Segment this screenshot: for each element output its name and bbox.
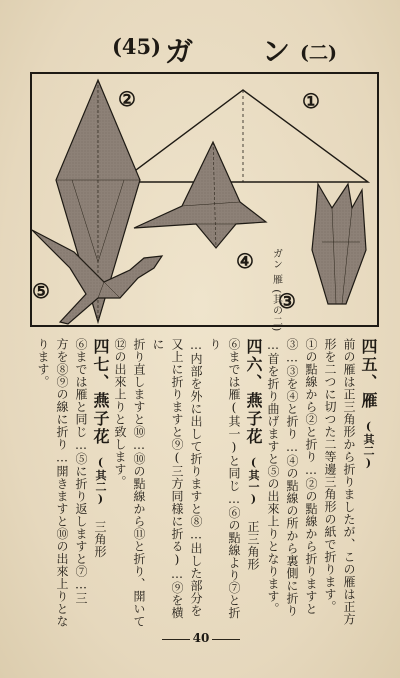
text-line: 前の雁は正三角形から折りましたが、この雁は正方 — [342, 338, 356, 626]
text-line: 又上に折りますと⑨(三方同様に折る)…⑨を横に — [151, 338, 184, 619]
text-line: ⑫の出來上りと致します。 — [113, 338, 127, 488]
page-header — [0, 30, 400, 70]
label-step-2: ② — [118, 87, 136, 111]
text-line: ⑥までは雁と同じ…⑤に折り返しますと⑦…三 — [74, 338, 88, 605]
section-subtitle-46: (其一) — [247, 456, 260, 506]
section-tail-47: 三角形 — [93, 520, 107, 558]
label-step-4: ④ — [236, 249, 254, 273]
footer-rule-left — [162, 639, 190, 640]
title-char-n: ン — [262, 35, 291, 68]
step-4-model — [134, 142, 266, 248]
text-line: ⑥までは雁(其一)と同じ…⑥の點線より⑦と折り — [208, 338, 241, 619]
section-subtitle-45: (其二) — [362, 420, 375, 470]
section-subtitle-47: (其二) — [94, 456, 107, 506]
footer-rule-right — [212, 639, 240, 640]
text-line: ③…③を④と折り…④の點線の所から裏側に折り — [285, 338, 299, 617]
label-step-3: ③ — [278, 289, 296, 313]
section-title-47: 四七、燕子花 — [91, 338, 110, 446]
figure-caption: ガン 雁 (其の二) — [270, 248, 282, 332]
step-1-triangle — [120, 90, 368, 182]
origami-diagram — [30, 72, 380, 332]
page-number: 40 — [192, 631, 210, 645]
text-line: ります。 — [36, 338, 50, 388]
text-line: 形を二つに切つた二等邊三角形の紙で折ります。 — [323, 338, 337, 613]
text-line: 折り直しますと⑩…⑩の點線から⑪と折り、開いて — [132, 338, 146, 628]
text-line: …内部を外に出して折りますと⑧…出した部分を — [189, 338, 203, 617]
text-line: 方を⑧⑨の線に折り…開きますと⑩の出來上りとな — [55, 338, 69, 628]
step-3-model — [312, 184, 366, 304]
label-step-5: ⑤ — [32, 279, 50, 303]
part-number: (二) — [300, 42, 337, 64]
title-char-ga: ガ — [165, 35, 194, 68]
body-text — [30, 338, 378, 628]
text-line: …首を折り曲げますと⑤の出來上りとなります。 — [266, 338, 280, 615]
page-footer — [0, 630, 400, 650]
section-tail-46: 正三角形 — [246, 520, 260, 571]
section-title-45: 四五、雁 — [359, 338, 378, 410]
section-title-46: 四六、燕子花 — [244, 338, 263, 446]
lesson-number: (45) — [112, 34, 162, 59]
text-line: ①の點線から②と折り…②の點線から折りますと — [304, 338, 318, 615]
label-step-1: ① — [302, 89, 320, 113]
